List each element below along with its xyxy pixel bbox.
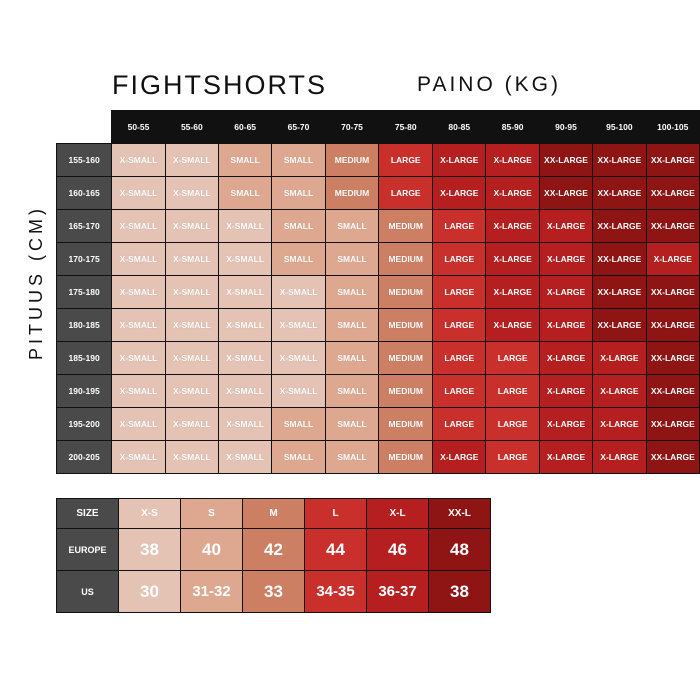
size-cell: X-LARGE — [486, 243, 539, 276]
size-cell: X-SMALL — [272, 342, 325, 375]
page-title: FIGHTSHORTS — [112, 70, 328, 100]
legend-value-cell: 34-35 — [305, 571, 367, 613]
legend-value-cell: 31-32 — [181, 571, 243, 613]
size-cell: SMALL — [272, 177, 325, 210]
legend-value-cell: 33 — [243, 571, 305, 613]
size-cell: SMALL — [325, 342, 379, 375]
size-cell: MEDIUM — [379, 210, 433, 243]
legend-value-cell: 38 — [429, 571, 491, 613]
size-cell: SMALL — [272, 243, 325, 276]
legend-value-cell: 30 — [119, 571, 181, 613]
size-cell: LARGE — [433, 243, 486, 276]
table-row — [57, 144, 700, 177]
size-cell: XX-LARGE — [646, 177, 699, 210]
size-cell: X-SMALL — [165, 342, 218, 375]
legend-value-cell: 36-37 — [367, 571, 429, 613]
size-cell: X-SMALL — [112, 243, 165, 276]
size-cell: X-SMALL — [112, 375, 165, 408]
size-matrix-body — [57, 144, 700, 474]
legend-value-cell: 42 — [243, 529, 305, 571]
table-row — [57, 309, 700, 342]
size-cell: X-SMALL — [219, 210, 272, 243]
size-cell: X-SMALL — [112, 177, 165, 210]
size-cell: X-SMALL — [165, 276, 218, 309]
size-cell: X-SMALL — [165, 177, 218, 210]
legend-header-row — [57, 499, 491, 529]
row-header-height: 175-180 — [57, 276, 112, 309]
size-cell: LARGE — [486, 375, 539, 408]
size-cell: X-SMALL — [219, 408, 272, 441]
row-header-height: 185-190 — [57, 342, 112, 375]
row-header-height: 165-170 — [57, 210, 112, 243]
legend-size-cell: L — [305, 499, 367, 529]
column-header-weight: 60-65 — [219, 111, 272, 144]
table-row — [57, 177, 700, 210]
legend-value-cell: 48 — [429, 529, 491, 571]
size-cell: XX-LARGE — [646, 276, 699, 309]
size-cell: X-SMALL — [112, 441, 165, 474]
size-legend-table — [56, 498, 491, 613]
size-cell: SMALL — [219, 144, 272, 177]
size-cell: SMALL — [272, 441, 325, 474]
column-header-weight: 75-80 — [379, 111, 433, 144]
size-cell: X-SMALL — [165, 375, 218, 408]
size-cell: X-SMALL — [165, 210, 218, 243]
size-cell: LARGE — [433, 375, 486, 408]
table-header-row — [57, 111, 700, 144]
column-header-weight: 70-75 — [325, 111, 379, 144]
legend-row — [57, 529, 491, 571]
size-cell: X-LARGE — [433, 441, 486, 474]
size-cell: X-SMALL — [112, 309, 165, 342]
size-cell: LARGE — [486, 408, 539, 441]
row-header-height: 180-185 — [57, 309, 112, 342]
size-cell: X-LARGE — [593, 342, 646, 375]
row-header-height: 170-175 — [57, 243, 112, 276]
size-cell: SMALL — [272, 144, 325, 177]
size-cell: X-LARGE — [539, 243, 592, 276]
size-cell: X-SMALL — [272, 276, 325, 309]
row-header-height: 155-160 — [57, 144, 112, 177]
size-cell: LARGE — [433, 342, 486, 375]
size-cell: XX-LARGE — [593, 144, 646, 177]
table-row — [57, 243, 700, 276]
legend-value-cell: 40 — [181, 529, 243, 571]
size-cell: X-SMALL — [165, 441, 218, 474]
size-cell: LARGE — [433, 309, 486, 342]
legend-size-cell: M — [243, 499, 305, 529]
size-cell: SMALL — [219, 177, 272, 210]
size-cell: XX-LARGE — [646, 441, 699, 474]
column-header-weight: 80-85 — [433, 111, 486, 144]
size-cell: X-LARGE — [486, 144, 539, 177]
size-cell: MEDIUM — [379, 276, 433, 309]
size-cell: XX-LARGE — [646, 408, 699, 441]
size-cell: X-LARGE — [539, 276, 592, 309]
size-cell: X-SMALL — [219, 276, 272, 309]
size-cell: XX-LARGE — [593, 276, 646, 309]
size-cell: SMALL — [325, 309, 379, 342]
table-row — [57, 342, 700, 375]
size-cell: XX-LARGE — [593, 309, 646, 342]
size-cell: X-LARGE — [433, 144, 486, 177]
size-cell: MEDIUM — [379, 375, 433, 408]
size-cell: MEDIUM — [379, 243, 433, 276]
column-header-weight: 90-95 — [539, 111, 592, 144]
size-cell: X-LARGE — [539, 210, 592, 243]
legend-size-cell: S — [181, 499, 243, 529]
size-cell: SMALL — [325, 408, 379, 441]
size-cell: XX-LARGE — [646, 210, 699, 243]
size-cell: X-LARGE — [486, 177, 539, 210]
size-cell: X-LARGE — [486, 309, 539, 342]
column-header-weight: 50-55 — [112, 111, 165, 144]
column-header-weight: 95-100 — [593, 111, 646, 144]
size-cell: MEDIUM — [325, 177, 379, 210]
size-cell: X-SMALL — [112, 210, 165, 243]
size-cell: MEDIUM — [379, 408, 433, 441]
row-header-height: 200-205 — [57, 441, 112, 474]
column-header-weight: 100-105 — [646, 111, 699, 144]
size-cell: XX-LARGE — [646, 309, 699, 342]
size-cell: X-LARGE — [486, 210, 539, 243]
legend-value-cell: 44 — [305, 529, 367, 571]
size-cell: SMALL — [272, 408, 325, 441]
weight-axis-label: PAINO (KG) — [417, 73, 561, 96]
table-row — [57, 276, 700, 309]
legend-value-cell: 46 — [367, 529, 429, 571]
size-cell: LARGE — [433, 210, 486, 243]
size-cell: X-SMALL — [165, 408, 218, 441]
size-cell: SMALL — [325, 276, 379, 309]
size-cell: X-SMALL — [219, 441, 272, 474]
size-cell: LARGE — [486, 342, 539, 375]
size-cell: X-LARGE — [593, 441, 646, 474]
size-cell: X-LARGE — [539, 375, 592, 408]
size-cell: X-LARGE — [486, 276, 539, 309]
size-cell: MEDIUM — [379, 342, 433, 375]
size-cell: XX-LARGE — [539, 144, 592, 177]
legend-row — [57, 571, 491, 613]
size-cell: X-SMALL — [219, 309, 272, 342]
size-cell: X-SMALL — [272, 375, 325, 408]
size-cell: SMALL — [325, 243, 379, 276]
table-row — [57, 375, 700, 408]
legend-row-label: EUROPE — [57, 529, 119, 571]
table-row — [57, 210, 700, 243]
size-cell: MEDIUM — [379, 309, 433, 342]
legend-size-cell: XX-L — [429, 499, 491, 529]
size-cell: LARGE — [379, 144, 433, 177]
legend-size-cell: X-S — [119, 499, 181, 529]
size-cell: X-LARGE — [539, 441, 592, 474]
row-header-height: 160-165 — [57, 177, 112, 210]
size-cell: X-SMALL — [165, 144, 218, 177]
row-header-height: 190-195 — [57, 375, 112, 408]
size-cell: SMALL — [325, 210, 379, 243]
size-cell: X-SMALL — [112, 144, 165, 177]
size-cell: X-LARGE — [433, 177, 486, 210]
size-cell: X-LARGE — [539, 342, 592, 375]
size-cell: XX-LARGE — [646, 144, 699, 177]
legend-size-label: SIZE — [57, 499, 119, 529]
size-cell: SMALL — [272, 210, 325, 243]
size-matrix-table — [56, 110, 700, 474]
size-cell: XX-LARGE — [646, 375, 699, 408]
size-cell: X-LARGE — [593, 375, 646, 408]
size-legend-body — [57, 499, 491, 613]
row-header-height: 195-200 — [57, 408, 112, 441]
table-row — [57, 441, 700, 474]
legend-size-cell: X-L — [367, 499, 429, 529]
size-cell: X-SMALL — [112, 342, 165, 375]
size-cell: X-SMALL — [165, 243, 218, 276]
size-cell: X-SMALL — [165, 309, 218, 342]
size-cell: SMALL — [325, 375, 379, 408]
size-cell: LARGE — [433, 276, 486, 309]
size-cell: LARGE — [433, 408, 486, 441]
column-header-weight: 65-70 — [272, 111, 325, 144]
size-cell: XX-LARGE — [646, 342, 699, 375]
size-cell: X-SMALL — [219, 342, 272, 375]
size-cell: XX-LARGE — [539, 177, 592, 210]
size-cell: X-SMALL — [219, 243, 272, 276]
legend-row-label: US — [57, 571, 119, 613]
column-header-weight: 85-90 — [486, 111, 539, 144]
size-cell: SMALL — [325, 441, 379, 474]
size-cell: LARGE — [486, 441, 539, 474]
size-cell: X-LARGE — [593, 408, 646, 441]
size-cell: X-SMALL — [112, 408, 165, 441]
size-cell: X-LARGE — [646, 243, 699, 276]
size-cell: XX-LARGE — [593, 243, 646, 276]
corner-cell — [57, 111, 112, 144]
table-row — [57, 408, 700, 441]
size-cell: LARGE — [379, 177, 433, 210]
legend-value-cell: 38 — [119, 529, 181, 571]
size-cell: MEDIUM — [325, 144, 379, 177]
height-axis-label: PITUUS (CM) — [26, 205, 46, 360]
size-cell: MEDIUM — [379, 441, 433, 474]
size-cell: X-LARGE — [539, 309, 592, 342]
size-cell: X-LARGE — [539, 408, 592, 441]
size-cell: XX-LARGE — [593, 210, 646, 243]
size-cell: X-SMALL — [112, 276, 165, 309]
column-header-weight: 55-60 — [165, 111, 218, 144]
size-cell: X-SMALL — [219, 375, 272, 408]
size-cell: XX-LARGE — [593, 177, 646, 210]
size-cell: X-SMALL — [272, 309, 325, 342]
